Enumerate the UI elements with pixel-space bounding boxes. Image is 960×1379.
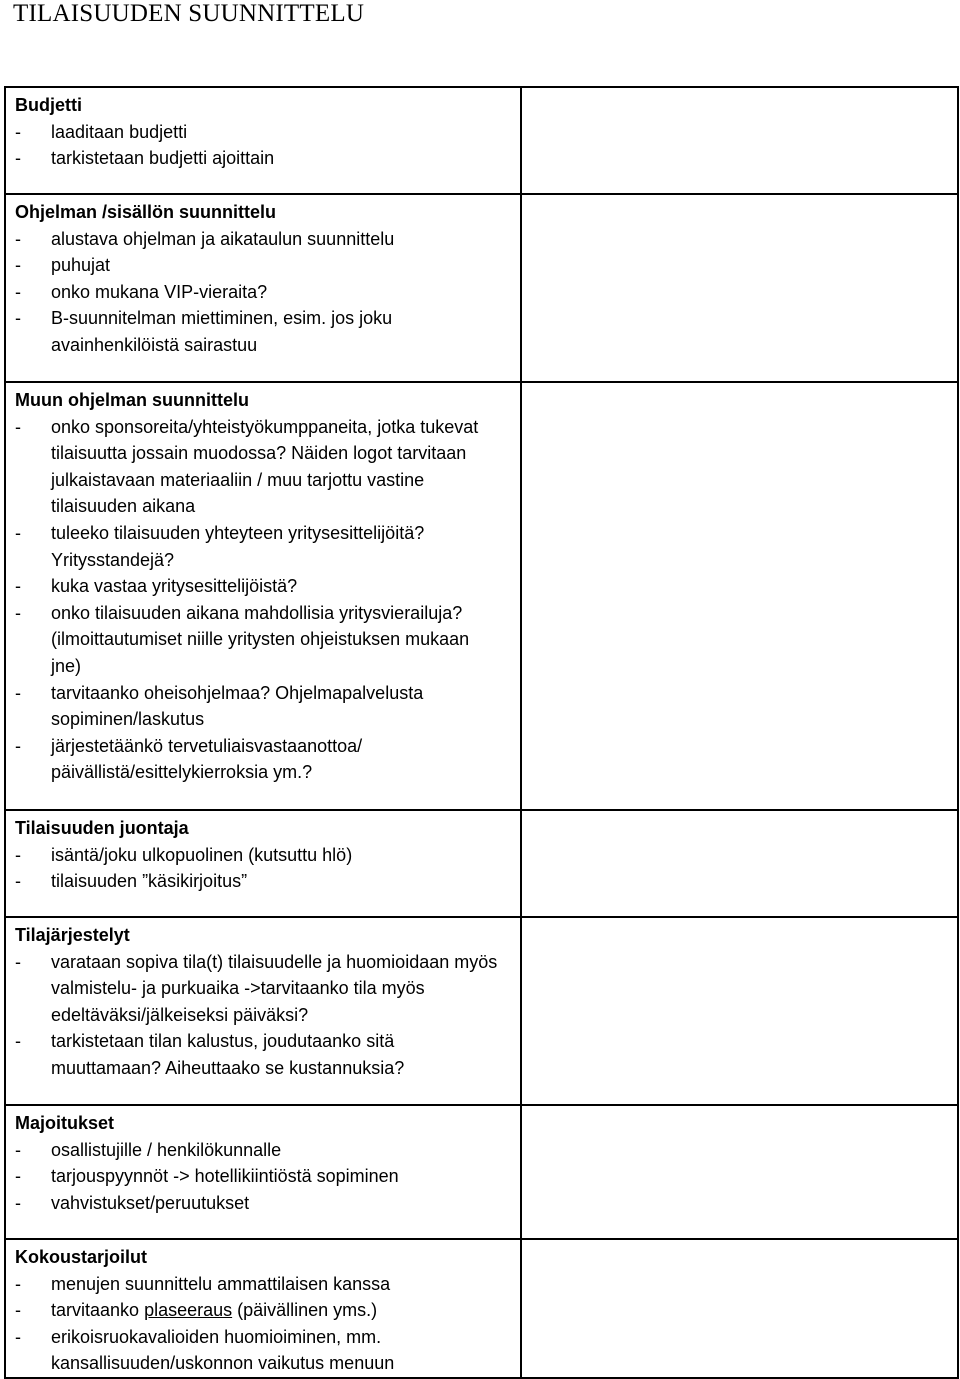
notes-cell — [521, 1239, 958, 1378]
table-row — [5, 87, 958, 194]
list-item: - tarvitaanko oheisohjelmaa? Ohjelmapalvelusta sopiminen/laskutus — [15, 682, 424, 730]
list-item: - vahvistukset/peruutukset — [15, 1192, 250, 1213]
table-row — [5, 382, 958, 810]
list-item: - isäntä/joku ulkopuolinen (kutsuttu hlö) — [15, 844, 353, 865]
notes-cell — [521, 194, 958, 382]
list-item: - tarkistetaan tilan kalustus, joudutaanko sitä muuttamaan? Aiheuttaako se kustannuksia? — [15, 1031, 405, 1078]
list-item: - kuka vastaa yritysesittelijöistä? — [15, 576, 298, 597]
list-item: - järjestetäänkö tervetuliaisvastaanottoa/ päivällistä/esittelykierroksia ym.? — [15, 735, 363, 783]
section-heading: Muun ohjelman suunnittelu — [15, 390, 249, 410]
section-cell-budget — [5, 87, 521, 194]
table-row — [5, 1239, 958, 1378]
section-heading: Tilajärjestelyt — [15, 925, 130, 945]
section-cell-accommodation — [5, 1105, 521, 1239]
list-item: - tarkistetaan budjetti ajoittain — [15, 148, 275, 169]
notes-cell — [521, 1105, 958, 1239]
section-cell-other-program — [5, 382, 521, 810]
section-heading: Budjetti — [15, 95, 82, 115]
section-cell-venue — [5, 917, 521, 1105]
list-item: - onko sponsoreita/yhteistyökumppaneita, jotka tukevat tilaisuutta jossain muodossa? Näiden logot tarvitaan julkaistavaan materiaaliin / muu tarjottu vastine tilaisuuden aikana — [15, 416, 479, 517]
list-item: - tuleeko tilaisuuden yhteyteen yritysesittelijöitä? Yritysstandejä? — [15, 522, 425, 570]
planning-table — [4, 86, 959, 1379]
list-item: - tilaisuuden ”käsikirjoitus” — [15, 871, 248, 892]
list-item: - osallistujille / henkilökunnalle — [15, 1139, 282, 1160]
list-item: - alustava ohjelman ja aikataulun suunnittelu — [15, 228, 395, 249]
table-row — [5, 1105, 958, 1239]
table-row — [5, 194, 958, 382]
list-item: - puhujat — [15, 255, 111, 276]
list-item: - onko tilaisuuden aikana mahdollisia yritysvierailuja? (ilmoittautumiset niille yritysten ohjeistuksen mukaan jne) — [15, 602, 470, 676]
list-item: - menujen suunnittelu ammattilaisen kanssa — [15, 1273, 391, 1294]
list-item: - onko mukana VIP-vieraita? — [15, 281, 268, 302]
underlined-term: plaseeraus — [144, 1300, 233, 1321]
notes-cell — [521, 87, 958, 194]
section-heading: Ohjelman /sisällön suunnittelu — [15, 202, 277, 222]
section-heading: Tilaisuuden juontaja — [15, 818, 189, 838]
section-cell-host — [5, 810, 521, 917]
section-cell-catering — [5, 1239, 521, 1378]
list-item: - varataan sopiva tila(t) tilaisuudelle ja huomioidaan myös valmistelu- ja purkuaika ->tarvitaanko tila myös edeltäväksi/jälkeiseksi päiväksi? — [15, 951, 498, 1025]
notes-cell — [521, 917, 958, 1105]
list-item: - tarvitaanko plaseeraus (päivällinen yms.) — [15, 1300, 378, 1321]
list-item: - erikoisruokavalioiden huomioiminen, mm. kansallisuuden/uskonnon vaikutus menuun — [15, 1326, 395, 1374]
list-item: - tarjouspyynnöt -> hotellikiintiöstä sopiminen — [15, 1166, 399, 1187]
notes-cell — [521, 382, 958, 810]
section-cell-program — [5, 194, 521, 382]
list-item: - B-suunnitelman miettiminen, esim. jos joku avainhenkilöistä sairastuu — [15, 308, 393, 355]
table-row — [5, 810, 958, 917]
section-heading: Kokoustarjoilut — [15, 1247, 148, 1267]
notes-cell — [521, 810, 958, 917]
list-item: - laaditaan budjetti — [15, 121, 188, 142]
document-title: TILAISUUDEN SUUNNITTELU — [13, 0, 365, 27]
table-row — [5, 917, 958, 1105]
section-heading: Majoitukset — [15, 1113, 115, 1133]
